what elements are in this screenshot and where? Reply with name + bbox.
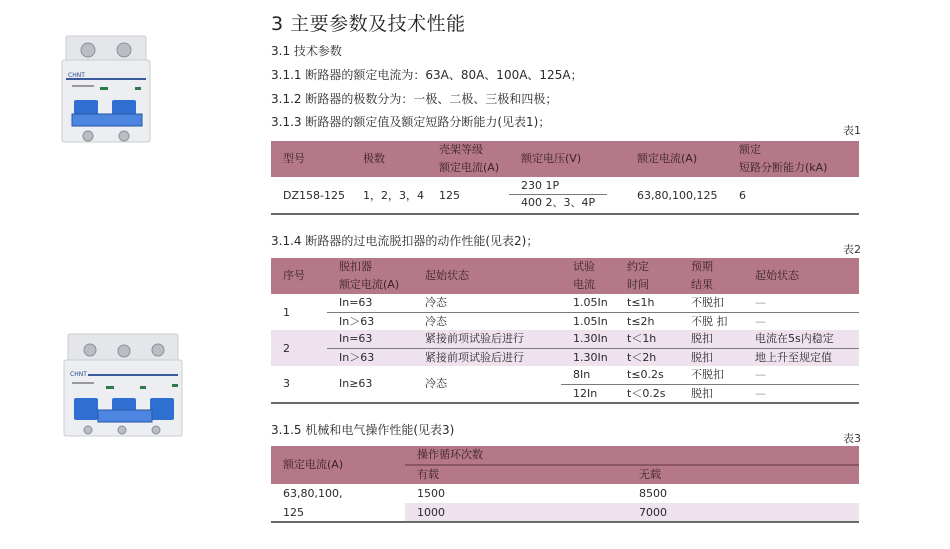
cell-remark: 地上升至规定值 bbox=[743, 348, 859, 366]
table1-label: 表1 bbox=[843, 124, 861, 137]
cell-no: 2 bbox=[271, 330, 327, 366]
table-header-row bbox=[271, 141, 859, 177]
table-header-row bbox=[271, 258, 859, 294]
voltage-1p: 230 1P bbox=[509, 178, 607, 195]
spec-item-operation-performance: 3.1.5 机械和电气操作性能(见表3) bbox=[271, 423, 455, 437]
spec-item-poles: 3.1.2 断路器的极数分为：一极、二极、三极和四极； bbox=[271, 92, 558, 106]
operation-cycles-table bbox=[271, 446, 859, 523]
header-current: 额定电流(A) bbox=[625, 141, 727, 177]
header-rated-line2: 额定电流(A) bbox=[339, 278, 400, 291]
cell-rated: In≥63 bbox=[327, 366, 413, 403]
header-no: 序号 bbox=[271, 258, 327, 294]
cell-result: 不脱 扣 bbox=[691, 314, 728, 328]
header-frame-line2: 额定电流(A) bbox=[439, 161, 500, 174]
cell-time: t≤2h bbox=[627, 314, 655, 328]
cell-remark: — bbox=[743, 294, 859, 312]
header-result bbox=[679, 258, 743, 294]
cell-frame: 125 bbox=[427, 177, 509, 214]
cell-state: 紧接前项试验后进行 bbox=[413, 348, 561, 366]
table-row bbox=[271, 503, 859, 522]
cell-unloaded: 7000 bbox=[627, 503, 859, 522]
cell-rated: 63,80,100, bbox=[283, 487, 343, 500]
header-frame-current bbox=[427, 141, 509, 177]
header-model: 型号 bbox=[271, 141, 351, 177]
cell-loaded: 1000 bbox=[405, 503, 627, 522]
table-row bbox=[271, 177, 859, 214]
header-frame-line1: 壳架等级 bbox=[439, 143, 483, 156]
table-row bbox=[271, 330, 859, 348]
cell-result: 脱扣 bbox=[679, 384, 743, 403]
cell-test: 12In bbox=[561, 384, 615, 403]
cell-remark: — bbox=[743, 366, 859, 384]
header-time bbox=[615, 258, 679, 294]
header-rated-line1: 脱扣器 bbox=[339, 260, 372, 273]
header-loaded: 有载 bbox=[405, 465, 627, 484]
cell-model: DZ158-125 bbox=[271, 177, 351, 214]
cell-poles: 1，2，3，4 bbox=[351, 177, 427, 214]
table-row bbox=[271, 348, 859, 366]
cell-rated: In=63 bbox=[327, 330, 413, 348]
header-remark: 起始状态 bbox=[743, 258, 859, 294]
header-test-current bbox=[561, 258, 615, 294]
header-test-line1: 试验 bbox=[573, 260, 595, 273]
svg-text:CHNT: CHNT bbox=[70, 371, 87, 378]
cell-rated: In＞63 bbox=[327, 348, 413, 366]
cell-time: t≤0.2s bbox=[615, 366, 679, 384]
cell-time: t≤1h bbox=[615, 294, 679, 312]
table3-label: 表3 bbox=[843, 432, 861, 445]
cell-no: 3 bbox=[271, 366, 327, 403]
breaker-3p-illustration bbox=[62, 330, 184, 440]
cell-breaking: 6 bbox=[727, 177, 859, 214]
table-row bbox=[271, 366, 859, 384]
header-poles: 极数 bbox=[351, 141, 427, 177]
trip-performance-table bbox=[271, 258, 859, 404]
header-rated-current bbox=[327, 258, 413, 294]
cell-voltage bbox=[509, 177, 625, 214]
spec-item-rated-current: 3.1.1 断路器的额定电流为：63A、80A、100A、125A； bbox=[271, 68, 583, 82]
header-breaking-line1: 额定 bbox=[739, 143, 761, 156]
cell-rated: In=63 bbox=[327, 294, 413, 312]
voltage-multi-pole: 400 2、3、4P bbox=[521, 196, 596, 209]
cell-time: t＜0.2s bbox=[615, 384, 679, 403]
cell-result: 不脱扣 bbox=[679, 366, 743, 384]
cell-time: t＜2h bbox=[615, 348, 679, 366]
table-row bbox=[271, 484, 859, 503]
header-time-line1: 约定 bbox=[627, 260, 649, 273]
cell-test: 1.30In bbox=[561, 330, 615, 348]
cell-rated: In＞63 bbox=[339, 314, 375, 328]
product-image-2-pole-breaker bbox=[60, 30, 154, 150]
cell-loaded: 1500 bbox=[417, 487, 445, 500]
breaker-2p-illustration bbox=[60, 30, 154, 150]
cell-current: 63,80,100,125 bbox=[625, 177, 727, 214]
cell-test: 1.30In bbox=[561, 348, 615, 366]
header-voltage: 额定电压(V) bbox=[509, 141, 625, 177]
cell-state: 冷态 bbox=[413, 294, 561, 312]
header-breaking-line2: 短路分断能力(kA) bbox=[739, 161, 828, 174]
table-header-row bbox=[271, 446, 859, 465]
header-unloaded: 无载 bbox=[627, 465, 859, 484]
spec-item-trip-performance: 3.1.4 断路器的过电流脱扣器的动作性能(见表2)； bbox=[271, 234, 539, 248]
cell-remark: 电流在5s内稳定 bbox=[743, 330, 859, 348]
table-row bbox=[271, 294, 859, 312]
cell-state: 紧接前项试验后进行 bbox=[413, 330, 561, 348]
cell-test: 1.05In bbox=[573, 314, 608, 328]
header-time-line2: 时间 bbox=[627, 278, 649, 291]
header-initial-state: 起始状态 bbox=[413, 258, 561, 294]
cell-result: 不脱扣 bbox=[679, 294, 743, 312]
cell-remark: — bbox=[743, 384, 859, 403]
product-image-3-pole-breaker bbox=[62, 330, 184, 440]
cell-result: 脱扣 bbox=[679, 330, 743, 348]
header-rated-current: 额定电流(A) bbox=[271, 446, 405, 484]
cell-state: 冷态 bbox=[425, 314, 447, 328]
cell-state: 冷态 bbox=[413, 366, 561, 403]
cell-unloaded: 8500 bbox=[639, 487, 667, 500]
cell-remark: — bbox=[755, 314, 766, 328]
svg-text:CHNT: CHNT bbox=[68, 72, 85, 79]
spec-item-ratings: 3.1.3 断路器的额定值及额定短路分断能力(见表1)； bbox=[271, 115, 551, 129]
cell-result: 脱扣 bbox=[679, 348, 743, 366]
header-result-line1: 预期 bbox=[691, 260, 713, 273]
cell-test: 1.05In bbox=[561, 294, 615, 312]
cell-no: 1 bbox=[283, 305, 290, 319]
ratings-table bbox=[271, 141, 859, 215]
header-result-line2: 结果 bbox=[691, 278, 713, 291]
subsection-title: 3.1 技术参数 bbox=[271, 44, 342, 58]
table2-label: 表2 bbox=[843, 243, 861, 256]
header-operation-cycles: 操作循环次数 bbox=[405, 446, 859, 465]
table-row bbox=[271, 312, 859, 330]
header-breaking-capacity bbox=[727, 141, 859, 177]
cell-test: 8In bbox=[561, 366, 615, 384]
cell-rated: 125 bbox=[271, 503, 405, 522]
section-title: 3 主要参数及技术性能 bbox=[271, 13, 466, 35]
cell-time: t＜1h bbox=[615, 330, 679, 348]
header-test-line2: 电流 bbox=[573, 278, 595, 291]
